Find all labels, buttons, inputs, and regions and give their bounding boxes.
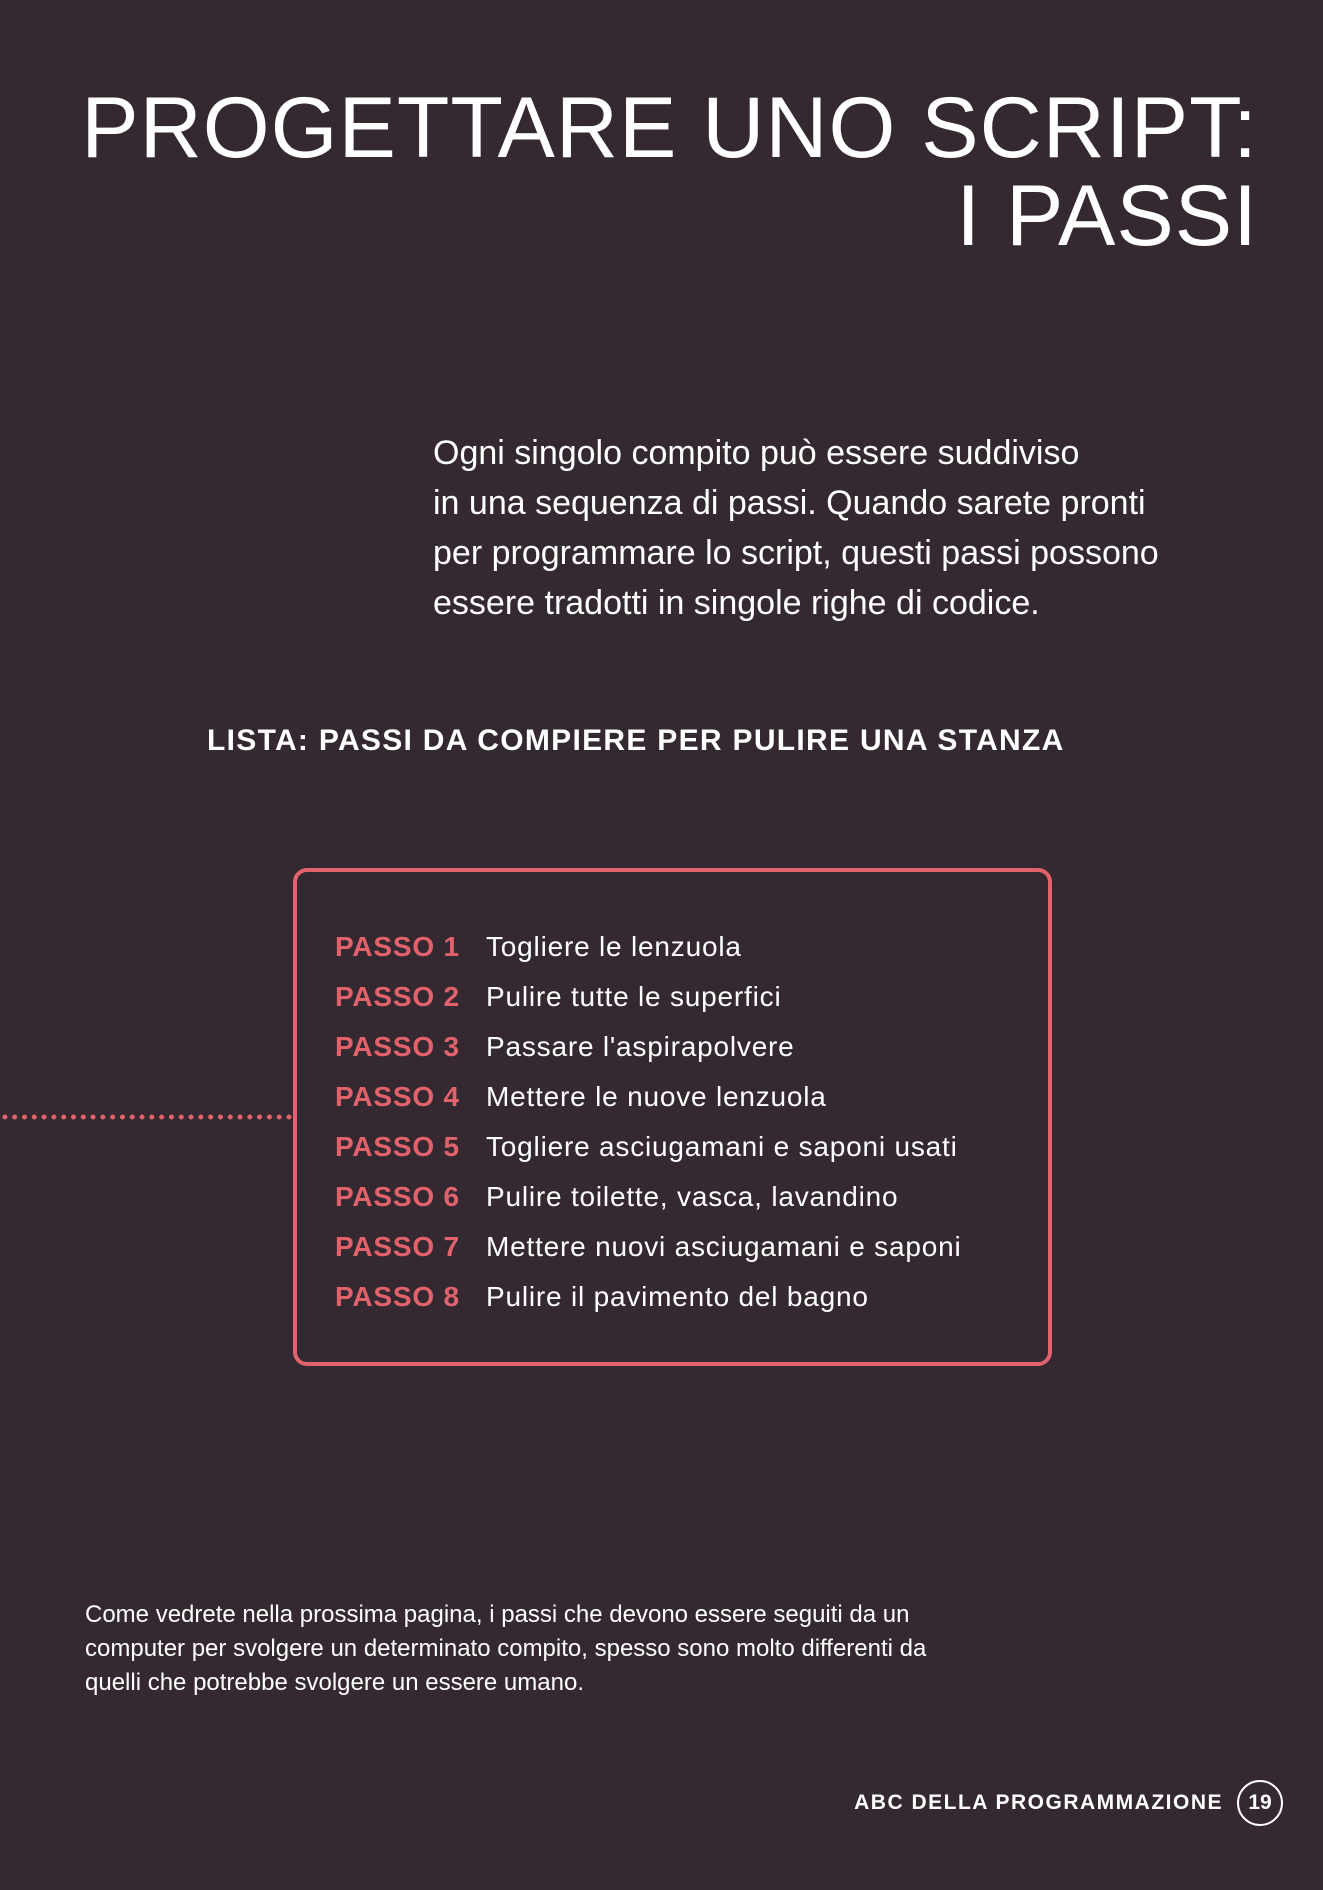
step-label: PASSO 4: [335, 1081, 460, 1112]
step-text: Mettere le nuove lenzuola: [486, 1081, 827, 1112]
intro-paragraph: [433, 428, 1233, 628]
step-text: Togliere asciugamani e saponi usati: [486, 1131, 958, 1162]
intro-line-4: essere tradotti in singole righe di codice.: [433, 584, 1040, 622]
step-item-1: [335, 922, 961, 972]
page-title: [81, 80, 1258, 264]
step-text: Pulire il pavimento del bagno: [486, 1281, 869, 1312]
footer-note-line-2: computer per svolgere un determinato compito, spesso sono molto differenti da: [85, 1635, 927, 1662]
step-label: PASSO 7: [335, 1231, 460, 1262]
page-title-line-1: PROGETTARE UNO SCRIPT:: [81, 80, 1258, 176]
step-label: PASSO 3: [335, 1031, 460, 1062]
intro-line-1: Ogni singolo compito può essere suddiviso: [433, 434, 1080, 472]
footer-note-line-1: Come vedrete nella prossima pagina, i passi che devono essere seguiti da un: [85, 1601, 910, 1628]
step-item-4: [335, 1072, 961, 1122]
step-label: PASSO 5: [335, 1131, 460, 1162]
book-title: ABC DELLA PROGRAMMAZIONE: [854, 1791, 1223, 1814]
footer-note-line-3: quelli che potrebbe svolgere un essere umano.: [85, 1669, 584, 1696]
step-item-6: [335, 1172, 961, 1222]
intro-line-2: in una sequenza di passi. Quando sarete pronti: [433, 484, 1146, 522]
step-label: PASSO 2: [335, 981, 460, 1012]
step-label: PASSO 8: [335, 1281, 460, 1312]
steps-list: [335, 922, 961, 1322]
intro-line-3: per programmare lo script, questi passi possono: [433, 534, 1159, 572]
dotted-connector-line: [0, 1114, 293, 1120]
step-item-5: [335, 1122, 961, 1172]
step-text: Togliere le lenzuola: [486, 931, 742, 962]
step-text: Pulire toilette, vasca, lavandino: [486, 1181, 899, 1212]
page-number-badge: 19: [1237, 1780, 1283, 1826]
footer-note: [85, 1598, 926, 1700]
page-footer: [854, 1780, 1283, 1826]
step-item-2: [335, 972, 961, 1022]
steps-box: [293, 868, 1052, 1366]
step-label: PASSO 6: [335, 1181, 460, 1212]
step-item-8: [335, 1272, 961, 1322]
step-text: Mettere nuovi asciugamani e saponi: [486, 1231, 962, 1262]
step-text: Passare l'aspirapolvere: [486, 1031, 795, 1062]
step-label: PASSO 1: [335, 931, 460, 962]
step-item-7: [335, 1222, 961, 1272]
page-title-line-2: I PASSI: [956, 168, 1258, 264]
step-item-3: [335, 1022, 961, 1072]
step-text: Pulire tutte le superfici: [486, 981, 782, 1012]
list-heading: LISTA: PASSI DA COMPIERE PER PULIRE UNA STANZA: [207, 724, 1065, 757]
